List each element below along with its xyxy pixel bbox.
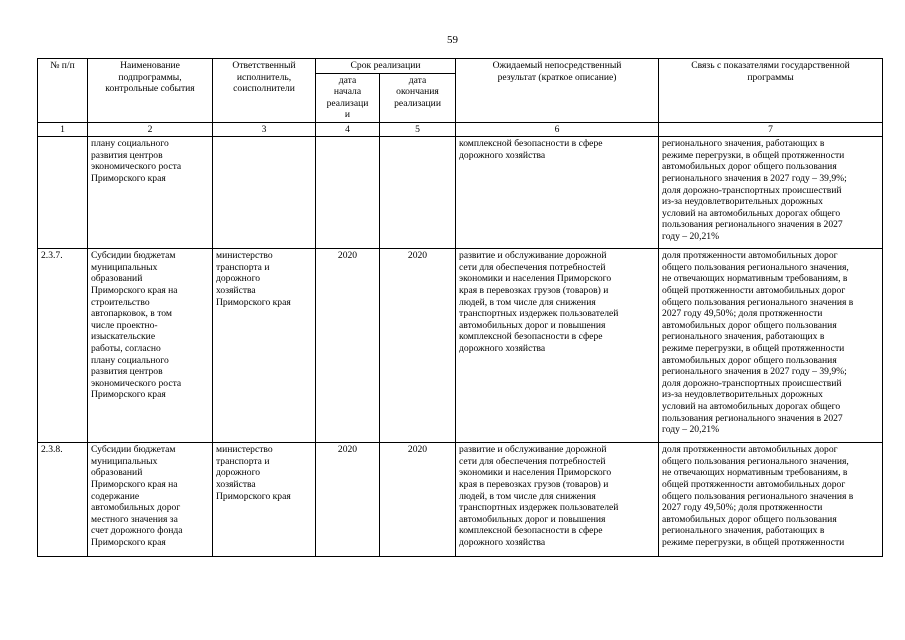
row-result: развитие и обслуживание дорожной сети для обеспечения потребностей экономики и населения Приморского края в перевозках грузов (товаров) и людей, в том числе для снижения транспортных издержек пользователей автомобильных дорог и повышения комплексной безопасности в сфере дорожного хозяйства: [456, 249, 659, 443]
row-executor: [213, 137, 316, 249]
header-result: Ожидаемый непосредственный результат (краткое описание): [456, 59, 659, 123]
column-number: 4: [316, 122, 380, 137]
column-number: 1: [38, 122, 88, 137]
row-name: Субсидии бюджетам муниципальных образований Приморского края на содержание автомобильных дорог местного значения за счет дорожного фонда Приморского края: [88, 443, 213, 557]
column-number: 2: [88, 122, 213, 137]
row-number: 2.3.7.: [38, 249, 88, 443]
header-term: Срок реализации: [316, 59, 456, 74]
row-executor: министерство транспорта и дорожного хозяйства Приморского края: [213, 443, 316, 557]
row-end-date: 2020: [380, 443, 456, 557]
row-executor: министерство транспорта и дорожного хозяйства Приморского края: [213, 249, 316, 443]
table-row: [38, 249, 883, 443]
column-number: 7: [659, 122, 883, 137]
header-row: [38, 59, 883, 74]
row-link: доля протяженности автомобильных дорог общего пользования регионального значения, не отвечающих нормативным требованиям, в общей протяженности автомобильных дорог общего пользования регионального значения в 2027 году 49,50%; доля протяженности автомобильных дорог общего пользования регионального значения, работающих в режиме перегрузки, в общей протяженности автомобильных дорог общего пользования регионального значения в 2027 году – 39,9%; доля дорожно-транспортных происшествий из-за неудовлетворительных дорожных условий на автомобильных дорогах общего пользования регионального значения в 2027 году – 20,21%: [659, 249, 883, 443]
row-link: доля протяженности автомобильных дорог общего пользования регионального значения, не отвечающих нормативным требованиям, в общей протяженности автомобильных дорог общего пользования регионального значения в 2027 году 49,50%; доля протяженности автомобильных дорог общего пользования регионального значения, работающих в режиме перегрузки, в общей протяженности: [659, 443, 883, 557]
column-number: 3: [213, 122, 316, 137]
column-number: 6: [456, 122, 659, 137]
row-result: развитие и обслуживание дорожной сети для обеспечения потребностей экономики и населения Приморского края в перевозках грузов (товаров) и людей, в том числе для снижения транспортных издержек пользователей автомобильных дорог и повышения комплексной безопасности в сфере дорожного хозяйства: [456, 443, 659, 557]
header-start-date: дата начала реализаци и: [316, 73, 380, 122]
row-start-date: 2020: [316, 249, 380, 443]
header-executor: Ответственный исполнитель, соисполнители: [213, 59, 316, 123]
header-link: Связь с показателями государственной программы: [659, 59, 883, 123]
row-number: 2.3.8.: [38, 443, 88, 557]
header-number: № п/п: [38, 59, 88, 123]
header-name: Наименование подпрограммы, контрольные события: [88, 59, 213, 123]
page-number: 59: [447, 34, 458, 46]
header-end-date: дата окончания реализации: [380, 73, 456, 122]
row-name: плану социального развития центров экономического роста Приморского края: [88, 137, 213, 249]
table-row: [38, 443, 883, 557]
column-number: 5: [380, 122, 456, 137]
row-number: [38, 137, 88, 249]
row-result: комплексной безопасности в сфере дорожного хозяйства: [456, 137, 659, 249]
row-start-date: 2020: [316, 443, 380, 557]
row-name: Субсидии бюджетам муниципальных образований Приморского края на строительство автопарковок, в том числе проектно- изыскательские работы, согласно плану социального развития центров экономического роста Приморского края: [88, 249, 213, 443]
table-row: [38, 137, 883, 249]
column-numbers-row: [38, 122, 883, 137]
row-end-date: 2020: [380, 249, 456, 443]
row-end-date: [380, 137, 456, 249]
implementation-plan-table: [37, 58, 883, 557]
row-start-date: [316, 137, 380, 249]
row-link: регионального значения, работающих в режиме перегрузки, в общей протяженности автомобильных дорог общего пользования регионального значения в 2027 году – 39,9%; доля дорожно-транспортных происшествий из-за неудовлетворительных дорожных условий на автомобильных дорогах общего пользования регионального значения в 2027 году – 20,21%: [659, 137, 883, 249]
